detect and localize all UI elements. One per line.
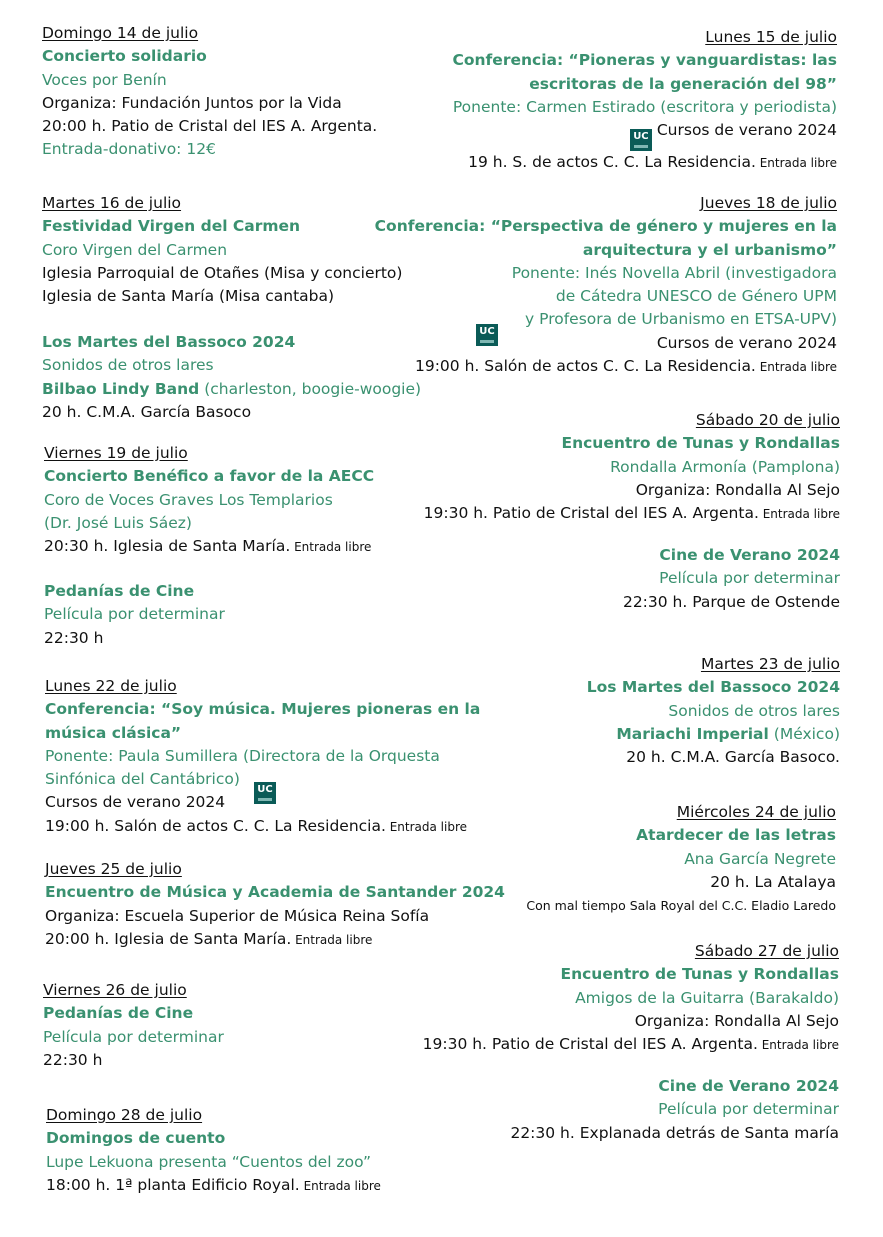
event-2024-07-20: [424, 409, 840, 526]
event-date: Viernes 26 de julio: [43, 981, 187, 999]
event-time-place: 20:30 h. Iglesia de Santa María.: [44, 537, 291, 556]
event-subtitle: Sonidos de otros lares: [668, 701, 840, 720]
event-title: Pedanías de Cine: [44, 582, 195, 600]
event-title: Los Martes del Bassoco 2024: [586, 678, 840, 697]
event-title: Domingos de cuento: [46, 1129, 226, 1148]
event-time-place: 19:00 h. Salón de actos C. C. La Residencia.: [414, 357, 756, 376]
event-time-line: [423, 1033, 839, 1057]
event-speaker-2: de Cátedra UNESCO de Género UPM: [555, 287, 837, 306]
event-time-line: [44, 535, 374, 559]
event-2024-07-24: [526, 801, 836, 917]
event-2024-07-22: [45, 675, 480, 839]
event-organizer: Organiza: Escuela Superior de Música Reina Sofía: [45, 906, 430, 925]
event-title: Pedanías de Cine: [43, 1004, 194, 1023]
event-pedanias-19: [44, 580, 225, 650]
event-place: 22:30 h. Parque de Ostende: [622, 592, 840, 611]
event-subtitle: Lupe Lekuona presenta “Cuentos del zoo”: [46, 1152, 372, 1171]
event-time-place: 19 h. S. de actos C. C. La Residencia.: [468, 153, 756, 172]
uc-logo-icon: UC: [254, 782, 276, 804]
event-2024-07-16: [42, 192, 402, 308]
event-subtitle: Película por determinar: [659, 569, 840, 588]
event-speaker-1: Ponente: Paula Sumillera (Directora de la Orquesta: [45, 746, 440, 765]
event-title: Concierto Benéfico a favor de la AECC: [44, 467, 375, 486]
event-cine-27: [510, 1075, 839, 1145]
event-band: Mariachi Imperial: [616, 724, 769, 743]
event-subtitle: Rondalla Armonía (Pamplona): [610, 457, 840, 476]
event-time: 22:30 h: [44, 628, 104, 647]
event-organizer: Organiza: Rondalla Al Sejo: [635, 480, 840, 499]
event-title-1: Conferencia: “Soy música. Mujeres pioneras en la: [45, 700, 481, 719]
event-entry: Entrada libre: [755, 360, 837, 375]
event-subtitle-2: (Dr. José Luis Sáez): [44, 513, 192, 532]
event-organizer: Organiza: Fundación Juntos por la Vida: [42, 93, 342, 112]
event-course: Cursos de verano 2024: [656, 333, 837, 352]
event-price: Entrada-donativo: 12€: [42, 140, 216, 159]
event-time-place: 19:30 h. Patio de Cristal del IES A. Argenta.: [422, 1035, 758, 1054]
event-time-place: 20:00 h. Patio de Cristal del IES A. Argenta.: [42, 117, 378, 136]
event-place: 22:30 h. Explanada detrás de Santa maría: [510, 1123, 839, 1142]
event-title-2: arquitectura y el urbanismo”: [582, 240, 837, 259]
event-entry: Entrada libre: [291, 932, 373, 947]
event-cine-20: [623, 544, 840, 614]
event-time-place: 18:00 h. 1ª planta Edificio Royal.: [46, 1175, 300, 1194]
event-speaker-3: y Profesora de Urbanismo en ETSA-UPV): [525, 310, 837, 329]
event-title-2: escritoras de la generación del 98”: [529, 74, 837, 93]
event-date: Jueves 18 de julio: [700, 194, 837, 212]
event-speaker-1: Ponente: Inés Novella Abril (investigadora: [511, 263, 837, 282]
event-course-line: [453, 119, 838, 151]
event-entry: Entrada libre: [758, 507, 840, 522]
event-title: Cine de Verano 2024: [658, 1077, 839, 1095]
event-time-line: [46, 1174, 381, 1198]
uc-logo-icon: UC: [630, 129, 652, 151]
event-entry: Entrada libre: [290, 540, 372, 555]
event-date: Lunes 22 de julio: [45, 677, 177, 695]
event-subtitle: Ana García Negrete: [684, 849, 836, 868]
event-subtitle: Película por determinar: [43, 1027, 224, 1046]
event-course: Cursos de verano 2024: [651, 121, 837, 140]
uc-logo-icon: UC: [476, 324, 498, 346]
event-date: Domingo 14 de julio: [42, 24, 199, 42]
event-place-1: Iglesia Parroquial de Otañes (Misa y concierto): [42, 263, 403, 282]
event-date: Sábado 20 de julio: [695, 411, 840, 429]
event-bassoco-16: [42, 331, 421, 424]
event-date: Domingo 28 de julio: [46, 1106, 203, 1124]
event-title: Atardecer de las letras: [636, 826, 836, 845]
event-title-1: Conferencia: “Pioneras y vanguardistas: las: [452, 51, 837, 70]
event-time-place: 20:00 h. Iglesia de Santa María.: [45, 929, 292, 948]
event-date: Lunes 15 de julio: [705, 28, 837, 46]
event-title: Los Martes del Bassoco 2024: [42, 333, 296, 351]
event-place: 20 h. C.M.A. García Basoco.: [626, 748, 840, 767]
event-entry: Entrada libre: [385, 819, 468, 834]
event-organizer: Organiza: Rondalla Al Sejo: [634, 1011, 839, 1030]
event-subtitle: Película por determinar: [44, 605, 225, 624]
event-band-line: [587, 723, 840, 746]
event-band: Bilbao Lindy Band: [42, 379, 200, 398]
event-band-note: (México): [768, 724, 840, 743]
event-title: Encuentro de Tunas y Rondallas: [561, 434, 840, 453]
event-subtitle: Sonidos de otros lares: [42, 356, 214, 375]
event-2024-07-15: [453, 26, 838, 175]
event-subtitle: Voces por Benín: [42, 70, 167, 89]
event-subtitle-1: Coro de Voces Graves Los Templarios: [44, 490, 333, 509]
event-time-line: [375, 355, 837, 379]
event-time-line: [45, 815, 480, 839]
event-title: Festividad Virgen del Carmen: [42, 217, 301, 236]
event-title: Encuentro de Tunas y Rondallas: [560, 965, 839, 984]
event-speaker: Ponente: Carmen Estirado (escritora y periodista): [452, 97, 837, 116]
event-time-place: 19:30 h. Patio de Cristal del IES A. Argenta.: [423, 504, 759, 523]
event-entry: Entrada libre: [299, 1178, 381, 1193]
event-2024-07-18: [375, 192, 837, 379]
event-date: Viernes 19 de julio: [44, 444, 188, 462]
event-2024-07-14: [42, 22, 377, 162]
event-entry: Entrada libre: [757, 1038, 839, 1053]
event-2024-07-26: [43, 979, 224, 1072]
event-title: Cine de Verano 2024: [659, 546, 840, 564]
event-date: Jueves 25 de julio: [45, 860, 182, 878]
event-time: 22:30 h: [43, 1050, 103, 1069]
event-band-line: [42, 378, 421, 401]
event-date: Miércoles 24 de julio: [676, 803, 836, 821]
event-band-note: (charleston, boogie-woogie): [199, 379, 422, 398]
event-date: Martes 23 de julio: [700, 655, 840, 673]
event-2024-07-27: [423, 940, 839, 1057]
event-title-2: música clásica”: [45, 723, 182, 742]
event-subtitle: Coro Virgen del Carmen: [42, 240, 228, 259]
event-time-line: [453, 151, 838, 175]
event-date: Martes 16 de julio: [42, 194, 182, 212]
event-title: Concierto solidario: [42, 47, 207, 66]
event-place-2: Iglesia de Santa María (Misa cantaba): [42, 287, 335, 306]
event-place: 20 h. C.M.A. García Basoco: [42, 402, 252, 421]
event-subtitle: Película por determinar: [658, 1100, 839, 1119]
event-title-1: Conferencia: “Perspectiva de género y mujeres en la: [374, 217, 837, 236]
event-2024-07-19: [44, 442, 374, 559]
event-title: Encuentro de Música y Academia de Santander 2024: [45, 883, 505, 902]
event-course: Cursos de verano 2024: [45, 793, 226, 812]
event-time-place: 19:00 h. Salón de actos C. C. La Residencia.: [45, 816, 386, 835]
event-2024-07-25: [45, 858, 505, 952]
event-2024-07-23: [587, 653, 840, 769]
event-entry: Entrada libre: [755, 156, 837, 171]
event-subtitle: Amigos de la Guitarra (Barakaldo): [575, 988, 839, 1007]
event-2024-07-28: [46, 1104, 381, 1198]
event-place: 20 h. La Atalaya: [710, 872, 836, 891]
event-speaker-2: Sinfónica del Cantábrico): [45, 770, 240, 789]
event-date: Sábado 27 de julio: [694, 942, 839, 960]
event-time-line: [424, 502, 840, 526]
event-note: Con mal tiempo Sala Royal del C.C. Eladio Laredo: [526, 898, 836, 914]
